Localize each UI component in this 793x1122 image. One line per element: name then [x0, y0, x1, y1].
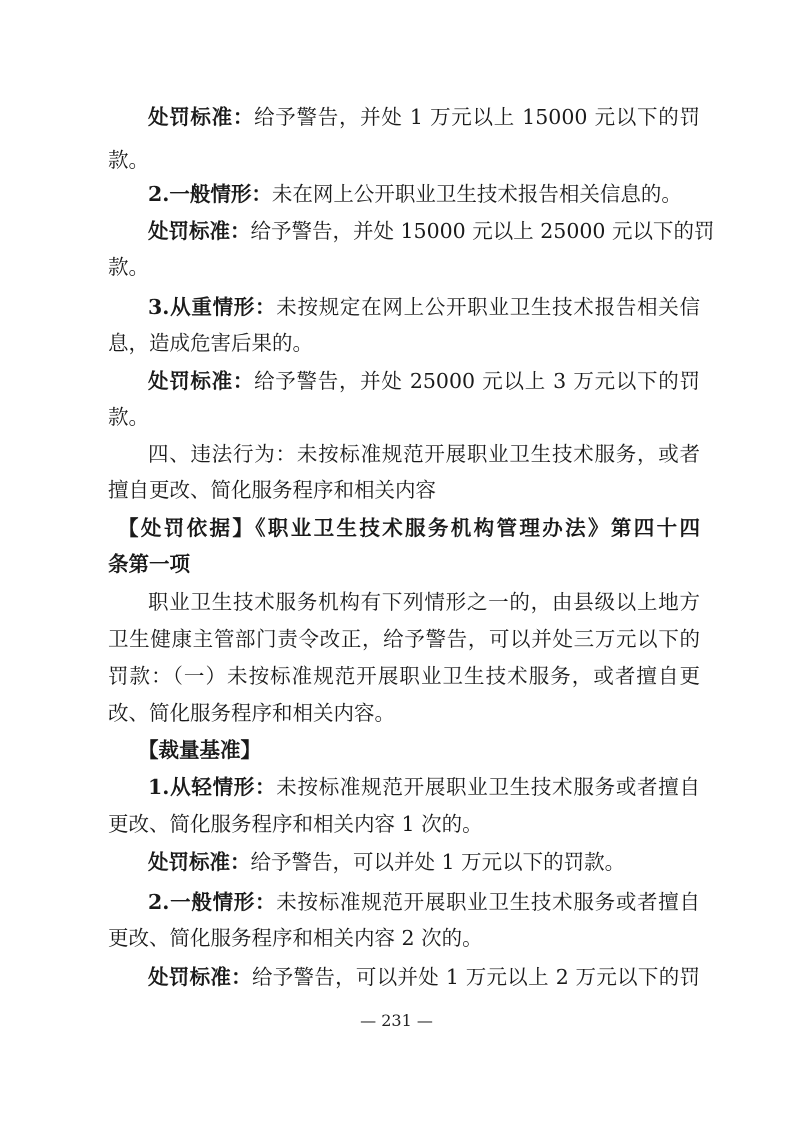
line-label: 处罚标准：	[148, 965, 252, 989]
line-text: 给予警告，并处 1 万元以上 15000 元以下的罚	[254, 105, 700, 129]
line-text: 款。	[108, 148, 149, 172]
text-line	[148, 955, 700, 999]
line-text: 给予警告，并处 15000 元以上 25000 元以下的罚	[250, 219, 715, 243]
text-line	[148, 95, 700, 139]
line-text: 给予警告，并处 25000 元以上 3 万元以下的罚	[254, 369, 700, 393]
line-text: 款。	[108, 405, 149, 429]
text-line	[148, 840, 700, 884]
line-text: 改、简化服务程序和相关内容。	[108, 701, 395, 725]
line-text: 款。	[108, 255, 149, 279]
line-text: 罚款：（一）未按标准规范开展职业卫生技术服务，或者擅自更	[108, 664, 700, 688]
line-text: 息，造成危害后果的。	[108, 331, 313, 355]
line-text: 未在网上公开职业卫生技术报告相关信息的。	[271, 182, 682, 206]
page-number: — 231 —	[360, 1011, 433, 1030]
line-text: 给予警告，可以并处 1 万元以上 2 万元以下的罚	[251, 965, 700, 989]
line-label: 2.一般情形：	[148, 890, 277, 914]
line-label: 2.一般情形：	[148, 182, 272, 206]
line-label: 处罚标准：	[148, 369, 255, 393]
line-text: 未按规定在网上公开职业卫生技术报告相关信	[276, 295, 701, 319]
line-label: 处罚标准：	[148, 219, 251, 243]
line-label: 1.从轻情形：	[148, 775, 277, 799]
line-text: 给予警告，可以并处 1 万元以下的罚款。	[250, 850, 626, 874]
line-text: 四、违法行为：未按标准规范开展职业卫生技术服务，或者	[148, 442, 700, 466]
line-label: 处罚标准：	[148, 850, 251, 874]
section-heading: 【处罚依据】《职业卫生技术服务机构管理办法》第四十四	[118, 516, 700, 540]
text-line	[108, 916, 700, 960]
section-heading: 条第一项	[108, 552, 190, 576]
line-label: 3.从重情形：	[148, 295, 277, 319]
line-label: 处罚标准：	[148, 105, 255, 129]
section-heading: 【裁量基准】	[138, 738, 261, 762]
line-text: 职业卫生技术服务机构有下列情形之一的，由县级以上地方	[148, 590, 700, 614]
line-text: 更改、简化服务程序和相关内容 1 次的。	[108, 812, 483, 836]
text-line	[108, 245, 700, 289]
line-text: 擅自更改、简化服务程序和相关内容	[108, 478, 436, 502]
line-text: 未按标准规范开展职业卫生技术服务或者擅自	[276, 775, 701, 799]
line-text: 更改、简化服务程序和相关内容 2 次的。	[108, 926, 483, 950]
line-text: 卫生健康主管部门责令改正，给予警告，可以并处三万元以下的	[108, 627, 700, 651]
line-text: 未按标准规范开展职业卫生技术服务或者擅自	[276, 890, 701, 914]
